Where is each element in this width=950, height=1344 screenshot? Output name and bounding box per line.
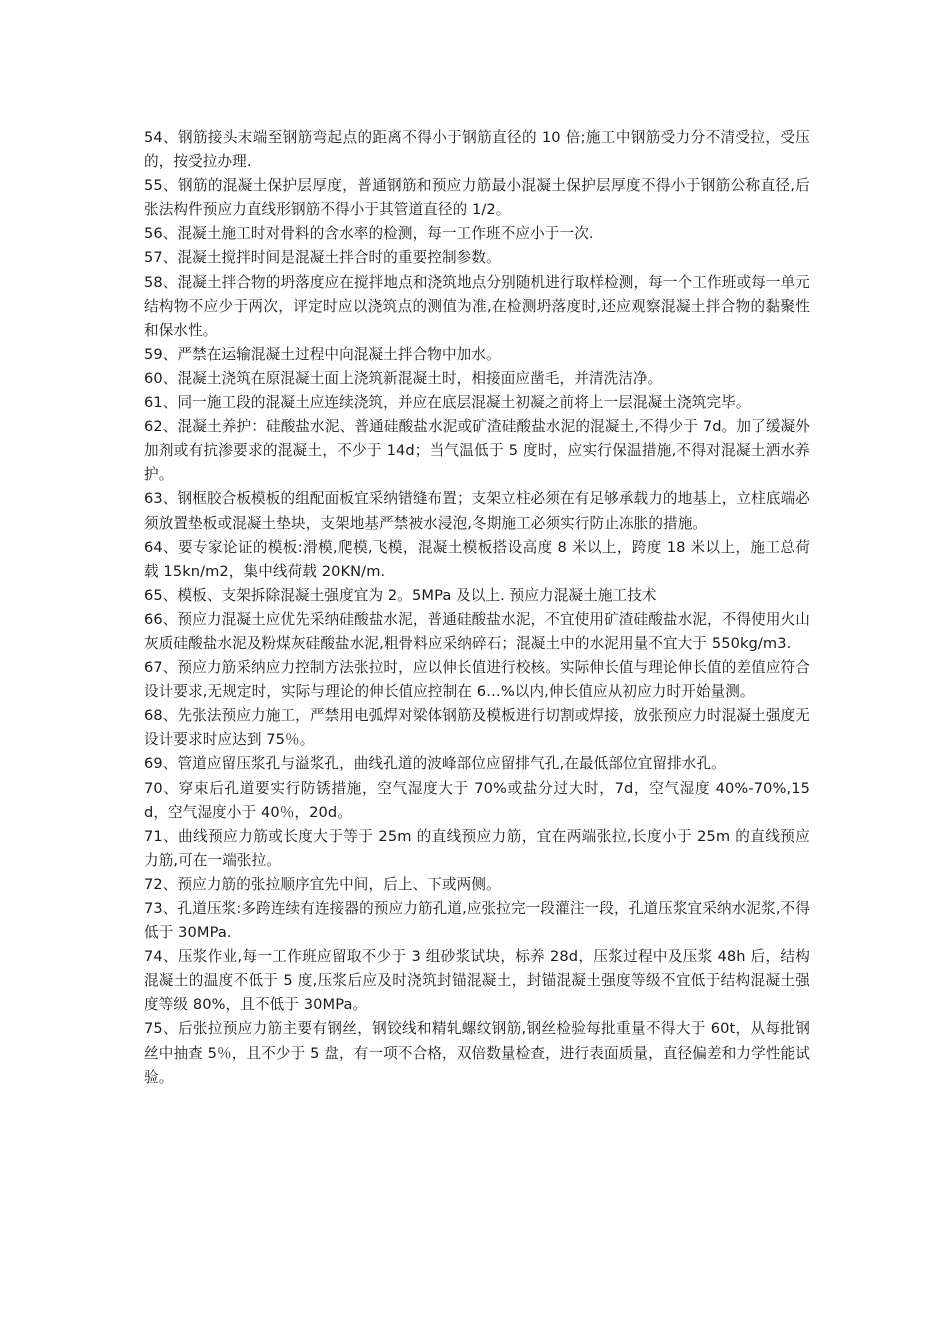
paragraph-63: 63、钢框胶合板模板的组配面板宜采纳错缝布置；支架立柱必须在有足够承载力的地基上，立柱底端必须放置垫板或混凝土垫块，支架地基严禁被水浸泡,冬期施工必须实行防止冻胀的措施。: [144, 490, 810, 532]
paragraph-59: 59、严禁在运输混凝土过程中向混凝土拌合物中加水。: [144, 345, 501, 363]
paragraph-54: 54、钢筋接头末端至钢筋弯起点的距离不得小于钢筋直径的 10 倍;施工中钢筋受力分不清受拉，受压的，按受拉办理.: [144, 129, 810, 171]
paragraph-61: 61、同一施工段的混凝土应连续浇筑，并应在底层混凝土初凝之前将上一层混凝土浇筑完毕。: [144, 394, 751, 412]
paragraph-66: 66、预应力混凝土应优先采纳硅酸盐水泥，普通硅酸盐水泥，不宜使用矿渣硅酸盐水泥，不得使用火山灰质硅酸盐水泥及粉煤灰硅酸盐水泥,粗骨料应采纳碎石；混凝土中的水泥用量不宜大于 550kg/m3.: [144, 610, 810, 652]
paragraph-64: 64、要专家论证的模板:滑模,爬模,飞模，混凝土模板搭设高度 8 米以上，跨度 18 米以上，施工总荷载 15kn/m2，集中线荷载 20KN/m.: [144, 538, 810, 580]
paragraph-65: 65、模板、支架拆除混凝土强度宜为 2。5MPa 及以上. 预应力混凝土施工技术: [144, 586, 657, 604]
paragraph-57: 57、混凝土搅拌时间是混凝土拌合时的重要控制参数。: [144, 249, 501, 267]
paragraph-69: 69、管道应留压浆孔与溢浆孔，曲线孔道的波峰部位应留排气孔,在最低部位宜留排水孔。: [144, 755, 726, 773]
document-body: [144, 126, 810, 1090]
paragraph-75: 75、后张拉预应力筋主要有钢丝，钢铰线和精轧螺纹钢筋,钢丝检验每批重量不得大于 60t，从每批钢丝中抽查 5％，且不少于 5 盘，有一项不合格，双倍数量检查，进行表面质量，直径偏差和力学性能试验。: [144, 1020, 810, 1086]
paragraph-62: 62、混凝土养护：硅酸盐水泥、普通硅酸盐水泥或矿渣硅酸盐水泥的混凝土,不得少于 7d。加了缓凝外加剂或有抗渗要求的混凝土，不少于 14d；当气温低于 5 度时，应实行保温措施,不得对混凝土洒水养护。: [144, 418, 810, 484]
paragraph-72: 72、预应力筋的张拉顺序宜先中间，后上、下或两侧。: [144, 875, 501, 893]
paragraph-68: 68、先张法预应力施工，严禁用电弧焊对梁体钢筋及模板进行切割或焊接，放张预应力时混凝土强度无设计要求时应达到 75％。: [144, 707, 810, 749]
paragraph-70: 70、穿束后孔道要实行防锈措施，空气湿度大于 70%或盐分过大时，7d，空气湿度 40%-70%,15d，空气湿度小于 40％，20d。: [144, 779, 810, 821]
paragraph-74: 74、压浆作业,每一工作班应留取不少于 3 组砂浆试块，标养 28d，压浆过程中及压浆 48h 后，结构混凝土的温度不低于 5 度,压浆后应及时浇筑封锚混凝土，封锚混凝土强度等级不宜低于结构混凝土强度等级 80%，且不低于 30MPa。: [144, 948, 810, 1014]
paragraph-60: 60、混凝土浇筑在原混凝土面上浇筑新混凝土时，相接面应凿毛，并清洗洁净。: [144, 369, 663, 387]
paragraph-55: 55、钢筋的混凝土保护层厚度，普通钢筋和预应力筋最小混凝土保护层厚度不得小于钢筋公称直径,后张法构件预应力直线形钢筋不得小于其管道直径的 1/2。: [144, 177, 810, 219]
paragraph-71: 71、曲线预应力筋或长度大于等于 25m 的直线预应力筋，宜在两端张拉,长度小于 25m 的直线预应力筋,可在一端张拉。: [144, 827, 810, 869]
paragraph-58: 58、混凝土拌合物的坍落度应在搅拌地点和浇筑地点分别随机进行取样检测，每一个工作班或每一单元结构物不应少于两次，评定时应以浇筑点的测值为准,在检测坍落度时,还应观察混凝土拌合物的黏聚性和保水性。: [144, 273, 810, 339]
paragraph-67: 67、预应力筋采纳应力控制方法张拉时，应以伸长值进行校核。实际伸长值与理论伸长值的差值应符合设计要求,无规定时，实际与理论的伸长值应控制在 6…%以内,伸长值应从初应力时开始量测。: [144, 659, 810, 701]
paragraph-56: 56、混凝土施工时对骨料的含水率的检测，每一工作班不应小于一次.: [144, 225, 594, 243]
paragraph-73: 73、孔道压浆:多跨连续有连接器的预应力筋孔道,应张拉完一段灌注一段，孔道压浆宜采纳水泥浆,不得低于 30MPa.: [144, 900, 810, 942]
